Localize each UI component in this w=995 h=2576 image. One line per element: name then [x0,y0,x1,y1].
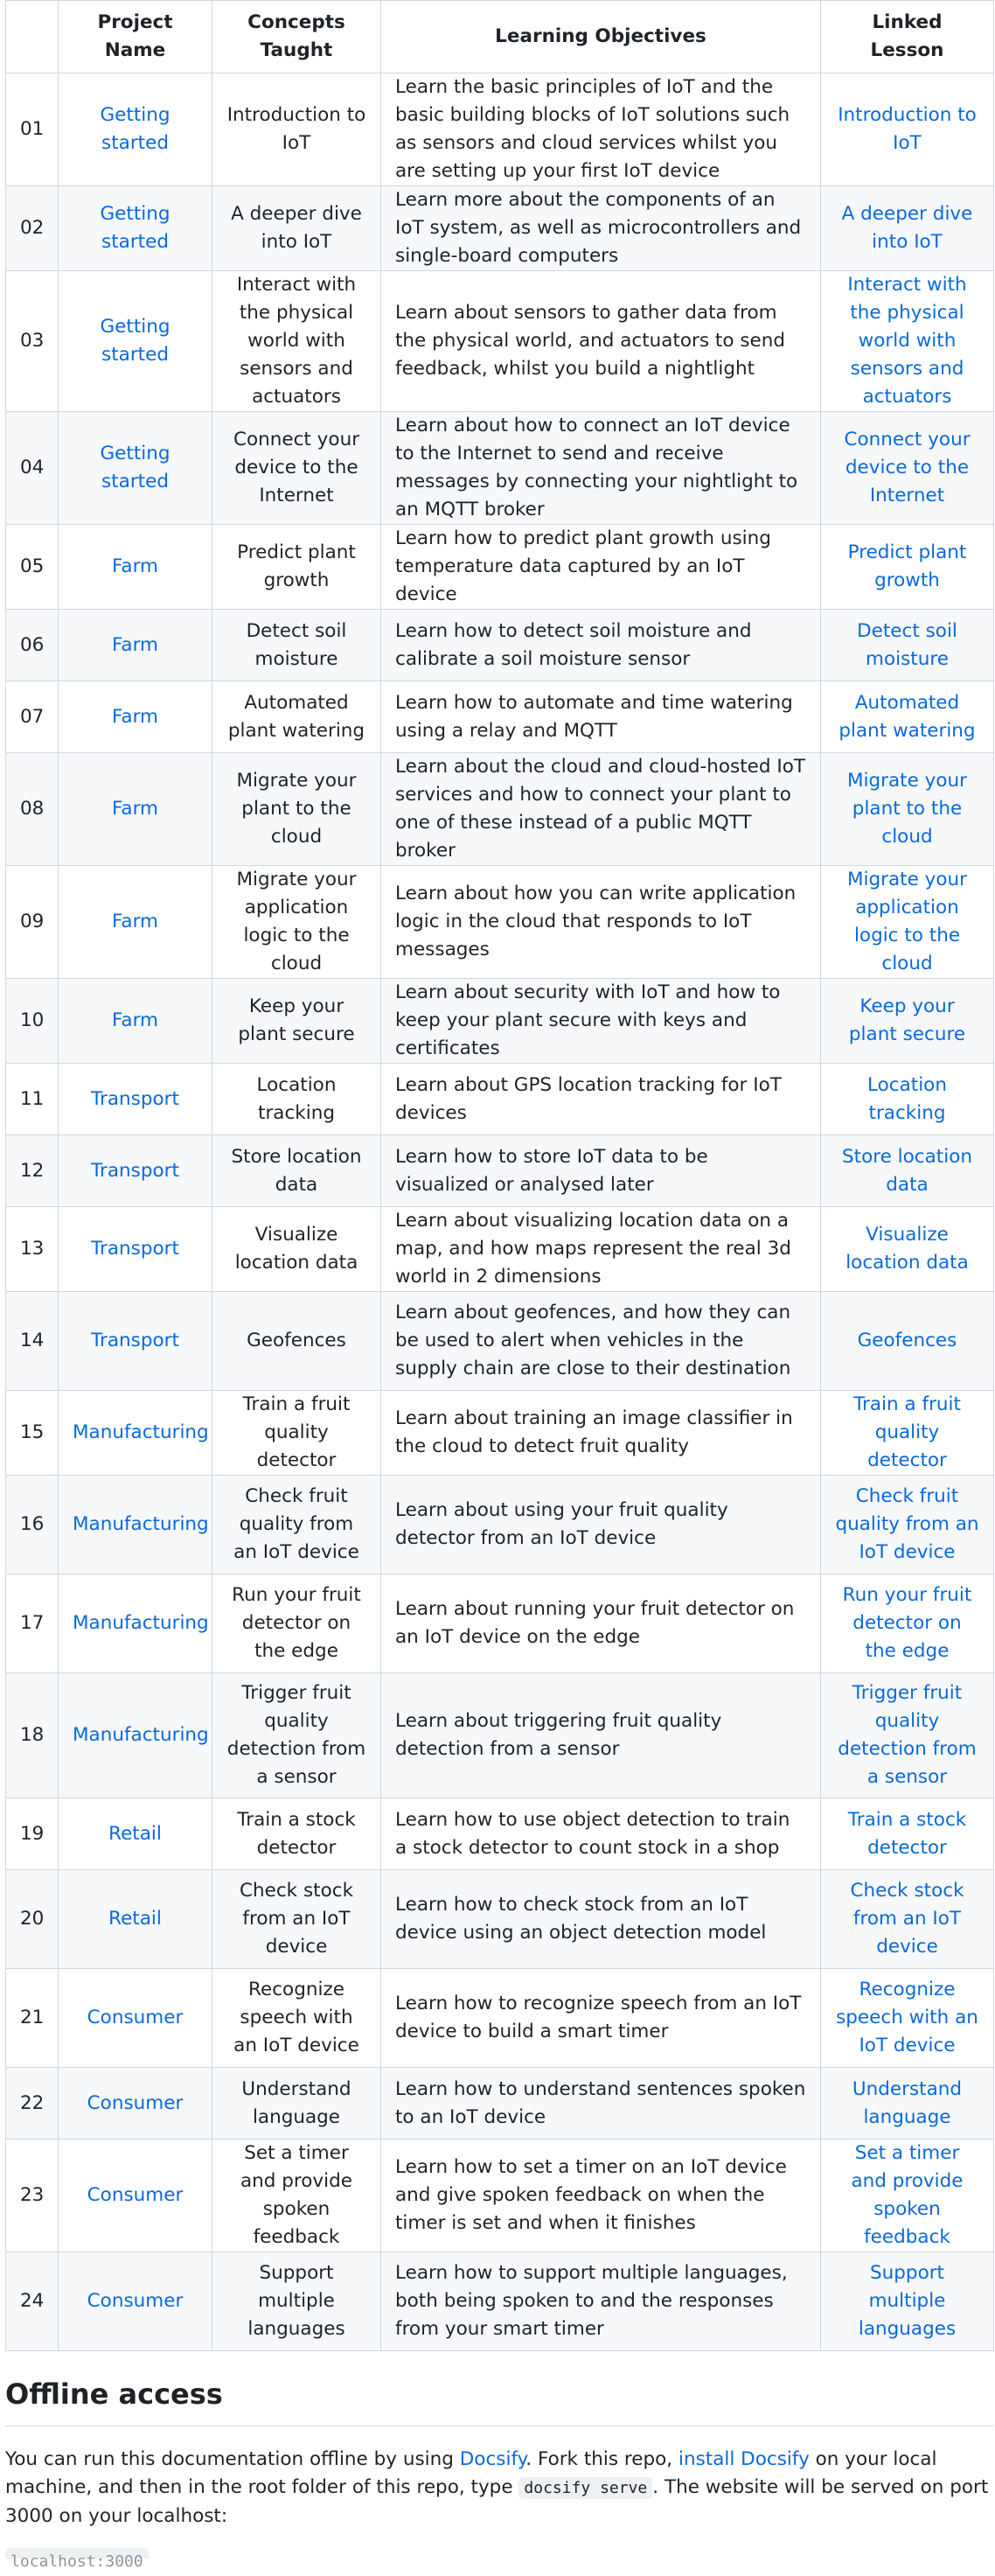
project-name-link[interactable]: Transport [91,1087,179,1110]
cell-link [821,979,994,1064]
offline-text-2: . Fork this repo, [525,2448,678,2470]
learning-objective: Learn about GPS location tracking for IoT devices [395,1073,782,1124]
linked-lesson-link[interactable]: Introduction to IoT [838,104,977,154]
linked-lesson-link[interactable]: Recognize speech with an IoT device [836,1979,978,2056]
table-row [6,753,994,866]
project-name-link[interactable]: Retail [108,1908,162,1930]
learning-objective: Learn how to recognize speech from an IoT device to build a smart timer [395,1993,802,2042]
offline-access-heading: Offline access [5,2351,993,2426]
cell-concept [212,1673,381,1798]
cell-concept [212,271,381,412]
table-row [6,186,994,271]
linked-lesson-link[interactable]: Location tracking [867,1073,947,1124]
cell-link [821,1870,994,1969]
cell-num [6,1064,59,1135]
cell-obj [381,73,821,186]
cell-num [6,753,59,866]
row-number: 10 [20,1009,45,1031]
cell-num [6,412,59,525]
cell-link [821,1391,994,1476]
cell-link [821,1135,994,1207]
table-row [6,2140,994,2252]
table-header-row [6,1,994,73]
table-row [6,1870,994,1969]
cell-obj [381,681,821,753]
concept-taught: Visualize location data [234,1224,358,1274]
learning-objective: Learn how to detect soil moisture and calibrate a soil moisture sensor [395,619,752,670]
cell-link [821,1798,994,1870]
learning-objective: Learn how to automate and time watering using a relay and MQTT [395,691,793,742]
cell-link [821,412,994,525]
learning-objective: Learn how to support multiple languages, both being spoken to and the responses from your smart timer [395,2262,788,2340]
cell-concept [212,866,381,979]
concept-taught: Recognize speech with an IoT device [233,1979,359,2056]
project-name-link[interactable]: Farm [112,1009,158,1031]
linked-lesson-link[interactable]: Predict plant growth [847,541,967,591]
cell-concept [212,412,381,525]
learning-objective: Learn about training an image classifier in the cloud to detect fruit quality [395,1407,793,1457]
cell-obj [381,2252,821,2351]
cell-link [821,681,994,753]
project-name-link[interactable]: Farm [112,798,158,820]
project-name-link[interactable]: Transport [91,1159,179,1182]
cell-obj [381,753,821,866]
learning-objective: Learn about sensors to gather data from the physical world, and actuators to send feedback, whilst you build a nightlight [395,302,786,380]
concept-taught: Train a fruit quality detector [242,1393,351,1471]
cell-proj [59,866,212,979]
table-row [6,525,994,610]
linked-lesson-link[interactable]: Train a fruit quality detector [853,1393,961,1471]
offline-text-1: You can run this documentation offline by using [5,2448,460,2470]
cell-link [821,186,994,271]
concept-taught: Train a stock detector [237,1808,356,1859]
offline-text-3: on your local machine, and then in the root folder of this repo, type [5,2448,937,2498]
concept-taught: Migrate your plant to the cloud [236,770,357,848]
concept-taught: Trigger fruit quality detection from a sensor [226,1682,366,1788]
cell-num [6,1135,59,1207]
cell-num [6,1673,59,1798]
cell-proj [59,2140,212,2252]
cell-num [6,1476,59,1574]
row-number: 19 [20,1822,45,1845]
concept-taught: Connect your device to the Internet [233,429,360,506]
table-row [6,1969,994,2068]
concept-taught: Location tracking [256,1073,337,1124]
table-row [6,1207,994,1292]
row-number: 21 [20,2007,45,2028]
row-number: 24 [20,2290,45,2312]
concept-taught: Interact with the physical world with sensors and actuators [236,274,357,408]
learning-objective: Learn how to set a timer on an IoT device and give spoken feedback on when the timer is set and when it finishes [395,2156,787,2234]
cell-num [6,866,59,979]
concept-taught: Introduction to IoT [226,104,366,154]
table-row [6,1673,994,1798]
row-number: 07 [20,705,45,728]
project-name-link[interactable]: Manufacturing [73,1421,209,1443]
linked-lesson-link[interactable]: Set a timer and provide spoken feedback [851,2142,964,2248]
cell-concept [212,1135,381,1207]
project-name-link[interactable]: Consumer [87,2184,184,2206]
concept-taught: Geofences [247,1330,346,1351]
linked-lesson-link[interactable]: Support multiple languages [858,2262,957,2340]
offline-access-paragraph [5,2446,993,2571]
header-linked-lesson: Linked Lesson [821,1,994,73]
cell-concept [212,1292,381,1391]
cell-link [821,1969,994,2068]
row-number: 17 [20,1612,45,1634]
localhost-code: localhost:3000 [5,2548,149,2559]
row-number: 15 [20,1421,45,1443]
row-number: 06 [20,633,45,656]
install-docsify-link[interactable]: install Docsify [678,2448,810,2470]
cell-num [6,1798,59,1870]
linked-lesson-link[interactable]: Detect soil moisture [857,619,957,670]
cell-proj [59,1969,212,2068]
cell-obj [381,1207,821,1292]
table-row [6,979,994,1064]
cell-proj [59,271,212,412]
cell-proj [59,1292,212,1391]
cell-concept [212,1064,381,1135]
row-number: 16 [20,1513,45,1535]
cell-link [821,271,994,412]
learning-objective: Learn about visualizing location data on a map, and how maps represent the real 3d world in 2 dimensions [395,1210,791,1288]
row-number: 08 [20,798,45,820]
cell-obj [381,1476,821,1574]
table-row [6,1798,994,1870]
cell-proj [59,1064,212,1135]
cell-link [821,753,994,866]
project-name-link[interactable]: Getting started [100,104,170,154]
project-name-link[interactable]: Farm [112,705,158,728]
project-name-link[interactable]: Manufacturing [73,1724,209,1746]
learning-objective: Learn about the cloud and cloud-hosted IoT services and how to connect your plant to one of these instead of a public MQTT broker [395,756,805,862]
project-name-link[interactable]: Retail [108,1822,162,1845]
docsify-serve-code: docsify serve [518,2477,652,2499]
cell-link [821,525,994,610]
linked-lesson-link[interactable]: Train a stock detector [847,1808,967,1859]
cell-concept [212,1476,381,1574]
cell-obj [381,1673,821,1798]
project-name-link[interactable]: Manufacturing [73,1513,209,1535]
cell-obj [381,2068,821,2140]
cell-obj [381,1969,821,2068]
project-name-link[interactable]: Consumer [87,2091,184,2114]
cell-obj [381,1574,821,1673]
linked-lesson-link[interactable]: Automated plant watering [838,691,976,742]
concept-taught: Set a timer and provide spoken feedback [240,2142,353,2248]
cell-proj [59,1574,212,1673]
cell-num [6,73,59,186]
learning-objective: Learn about security with IoT and how to keep your plant secure with keys and certificates [395,981,781,1059]
cell-concept [212,610,381,681]
cell-num [6,1391,59,1476]
cell-num [6,1292,59,1391]
cell-proj [59,979,212,1064]
project-name-link[interactable]: Consumer [87,2290,184,2312]
learning-objective: Learn how to check stock from an IoT device using an object detection model [395,1894,767,1944]
row-number: 09 [20,911,45,932]
cell-obj [381,1870,821,1969]
concept-taught: Run your fruit detector on the edge [232,1584,361,1662]
project-name-link[interactable]: Manufacturing [73,1612,209,1634]
cell-proj [59,412,212,525]
linked-lesson-link[interactable]: Store location data [842,1145,972,1196]
row-number: 01 [20,118,45,140]
cell-link [821,1064,994,1135]
row-number: 18 [20,1724,45,1746]
row-number: 05 [20,555,45,577]
project-name-link[interactable]: Getting started [100,203,170,253]
cell-concept [212,1391,381,1476]
linked-lesson-link[interactable]: Visualize location data [845,1224,969,1274]
cell-concept [212,2068,381,2140]
table-row [6,1476,994,1574]
project-name-link[interactable]: Getting started [100,316,170,366]
cell-num [6,1870,59,1969]
cell-num [6,2252,59,2351]
cell-link [821,1476,994,1574]
cell-concept [212,1574,381,1673]
cell-proj [59,2252,212,2351]
linked-lesson-link[interactable]: Understand language [852,2077,963,2128]
cell-link [821,2252,994,2351]
linked-lesson-link[interactable]: Migrate your plant to the cloud [846,770,968,848]
cell-link [821,1673,994,1798]
project-name-link[interactable]: Getting started [100,443,170,492]
cell-obj [381,866,821,979]
linked-lesson-link[interactable]: Check fruit quality from an IoT device [835,1485,979,1563]
table-row [6,2068,994,2140]
project-name-link[interactable]: Farm [112,911,158,932]
cell-concept [212,979,381,1064]
cell-link [821,2068,994,2140]
table-row [6,610,994,681]
cell-concept [212,186,381,271]
cell-concept [212,2252,381,2351]
header-number [6,1,59,73]
concept-taught: A deeper dive into IoT [231,203,362,253]
cell-link [821,1207,994,1292]
header-concepts-taught: Concepts Taught [212,1,381,73]
cell-num [6,2068,59,2140]
cell-concept [212,1969,381,2068]
cell-num [6,681,59,753]
cell-proj [59,186,212,271]
cell-proj [59,73,212,186]
learning-objective: Learn about geofences, and how they can be used to alert when vehicles in the supply chain are close to their destination [395,1302,791,1379]
learning-objective: Learn how to use object detection to train a stock detector to count stock in a shop [395,1808,790,1859]
cell-link [821,1292,994,1391]
learning-objective: Learn how to understand sentences spoken to an IoT device [395,2077,806,2128]
cell-num [6,610,59,681]
learning-objective: Learn about how you can write application logic in the cloud that responds to IoT messages [395,883,797,960]
cell-num [6,979,59,1064]
learning-objective: Learn about triggering fruit quality detection from a sensor [395,1710,722,1760]
row-number: 23 [20,2184,45,2206]
cell-obj [381,186,821,271]
cell-obj [381,1391,821,1476]
cell-concept [212,1870,381,1969]
cell-proj [59,610,212,681]
project-name-link[interactable]: Transport [91,1330,179,1351]
cell-proj [59,1798,212,1870]
linked-lesson-link[interactable]: Check stock from an IoT device [850,1880,964,1958]
cell-num [6,1574,59,1673]
row-number: 13 [20,1238,45,1260]
learning-objective: Learn the basic principles of IoT and the basic building blocks of IoT solutions such as sensors and cloud services whilst you are setting up your first IoT device [395,76,790,182]
concept-taught: Check stock from an IoT device [239,1880,354,1958]
cell-concept [212,681,381,753]
project-name-link[interactable]: Farm [112,633,158,656]
cell-proj [59,1673,212,1798]
cell-obj [381,2140,821,2252]
cell-link [821,2140,994,2252]
row-number: 14 [20,1330,45,1351]
row-number: 20 [20,1908,45,1930]
cell-proj [59,753,212,866]
table-body [6,73,994,2351]
header-project-name: Project Name [59,1,212,73]
cell-link [821,866,994,979]
cell-num [6,1969,59,2068]
concept-taught: Support multiple languages [247,2262,345,2340]
table-row [6,271,994,412]
project-name-link[interactable]: Farm [112,555,158,577]
cell-obj [381,979,821,1064]
docsify-link[interactable]: Docsify [459,2448,526,2470]
cell-num [6,271,59,412]
table-row [6,73,994,186]
lessons-table [5,0,994,2351]
concept-taught: Check fruit quality from an IoT device [233,1485,359,1563]
table-row [6,1391,994,1476]
cell-proj [59,1391,212,1476]
cell-num [6,2140,59,2252]
linked-lesson-link[interactable]: Run your fruit detector on the edge [842,1584,972,1662]
row-number: 22 [20,2091,45,2114]
cell-obj [381,525,821,610]
linked-lesson-link[interactable]: Keep your plant secure [848,995,966,1045]
cell-num [6,186,59,271]
row-number: 02 [20,217,45,239]
offline-text-4: . The website will be served on port 3000 on your localhost: [5,2476,989,2527]
cell-obj [381,271,821,412]
cell-proj [59,1476,212,1574]
project-name-link[interactable]: Transport [91,1238,179,1260]
cell-proj [59,525,212,610]
cell-proj [59,681,212,753]
cell-obj [381,1798,821,1870]
cell-obj [381,610,821,681]
linked-lesson-link[interactable]: Interact with the physical world with sensors and actuators [847,274,967,408]
table-row [6,1135,994,1207]
cell-link [821,610,994,681]
concept-taught: Store location data [231,1145,362,1196]
cell-proj [59,2068,212,2140]
cell-link [821,1574,994,1673]
cell-proj [59,1135,212,1207]
project-name-link[interactable]: Consumer [87,2007,184,2028]
linked-lesson-link[interactable]: A deeper dive into IoT [841,203,973,253]
learning-objective: Learn about using your fruit quality detector from an IoT device [395,1499,728,1549]
linked-lesson-link[interactable]: Geofences [857,1330,957,1351]
cell-concept [212,1207,381,1292]
learning-objective: Learn how to store IoT data to be visualized or analysed later [395,1145,708,1196]
table-row [6,412,994,525]
concept-taught: Keep your plant secure [238,995,355,1045]
cell-concept [212,2140,381,2252]
cell-num [6,525,59,610]
cell-concept [212,753,381,866]
row-number: 11 [20,1087,45,1110]
cell-link [821,73,994,186]
cell-concept [212,1798,381,1870]
learning-objective: Learn about running your fruit detector on an IoT device on the edge [395,1598,795,1648]
concept-taught: Automated plant watering [227,691,365,742]
learning-objective: Learn how to predict plant growth using temperature data captured by an IoT device [395,527,771,605]
cell-obj [381,1292,821,1391]
learning-objective: Learn more about the components of an IoT system, as well as microcontrollers and single-board computers [395,189,802,267]
table-row [6,681,994,753]
cell-proj [59,1870,212,1969]
concept-taught: Understand language [241,2077,351,2128]
row-number: 12 [20,1159,45,1182]
cell-obj [381,1064,821,1135]
linked-lesson-link[interactable]: Migrate your application logic to the cloud [846,869,968,974]
concept-taught: Detect soil moisture [246,619,347,670]
row-number: 03 [20,330,45,352]
concept-taught: Predict plant growth [237,541,356,591]
learning-objective: Learn about how to connect an IoT device to the Internet to send and receive messages by connecting your nightlight to an MQTT broker [395,415,798,520]
table-row [6,1574,994,1673]
cell-proj [59,1207,212,1292]
cell-obj [381,1135,821,1207]
cell-concept [212,525,381,610]
table-row [6,866,994,979]
table-row [6,2252,994,2351]
table-row [6,1292,994,1391]
cell-obj [381,412,821,525]
cell-num [6,1207,59,1292]
table-row [6,1064,994,1135]
cell-concept [212,73,381,186]
linked-lesson-link[interactable]: Trigger fruit quality detection from a sensor [838,1682,977,1788]
linked-lesson-link[interactable]: Connect your device to the Internet [844,429,971,506]
header-learning-objectives: Learning Objectives [381,1,821,73]
row-number: 04 [20,457,45,478]
concept-taught: Migrate your application logic to the cloud [236,869,357,974]
